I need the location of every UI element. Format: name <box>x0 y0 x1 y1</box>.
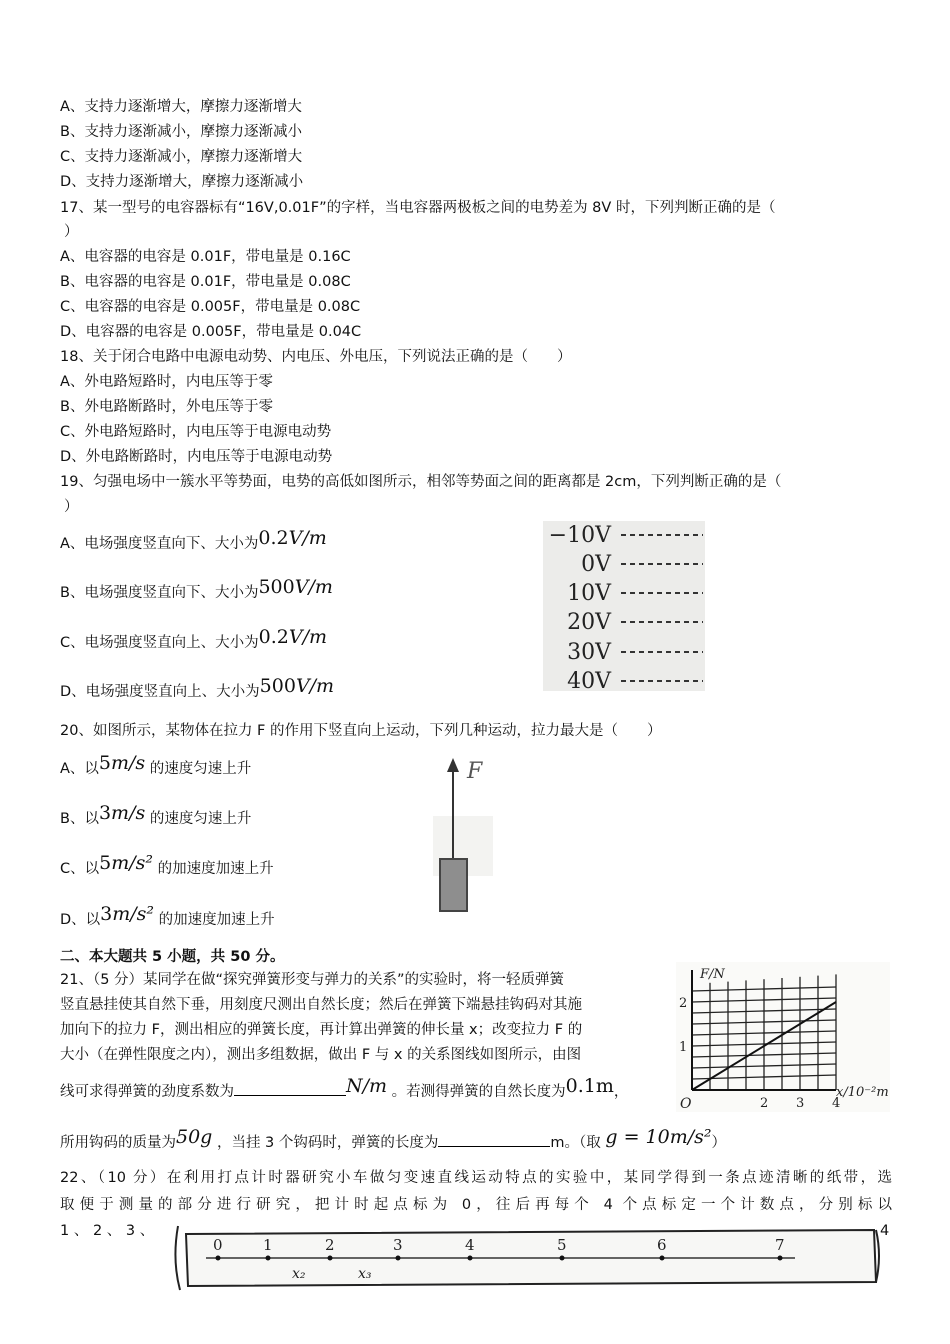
option-value: 5 <box>98 752 112 774</box>
q16-option-a: A、支持力逐渐增大，摩擦力逐渐增大 <box>60 99 302 115</box>
option-text: C、电场强度竖直向上、大小为 <box>60 635 259 651</box>
q22-line-3b: 4 <box>880 1223 890 1239</box>
tape-count-point <box>660 1256 665 1261</box>
option-value: 5 <box>99 852 112 874</box>
q21-text: 。若测得弹簧的自然长度为 <box>391 1084 566 1100</box>
x-tick-label: 2 <box>760 1096 769 1111</box>
tape-count-point <box>328 1256 333 1261</box>
segment-label-x2: x₂ <box>292 1266 306 1282</box>
q19-option-b <box>60 577 333 603</box>
q21-line-1: 21、（5 分）某同学在做“探究弹簧形变与弹力的关系”的实验时，将一轻质弹簧 <box>60 972 565 988</box>
length-answer-blank[interactable] <box>438 1132 550 1147</box>
option-unit: V/m <box>295 675 335 697</box>
option-suffix: 的加速度加速上升 <box>158 912 275 928</box>
q19-option-c <box>60 627 327 653</box>
origin-label: O <box>680 1096 692 1112</box>
x-axis-label: x/10⁻²m <box>836 1085 889 1100</box>
q21-line-6 <box>60 1127 726 1153</box>
q19-option-a <box>60 528 327 554</box>
q17-option-a: A、电容器的电容是 0.01F，带电量是 0.16C <box>60 249 351 265</box>
option-text: D、电场强度竖直向上、大小为 <box>60 684 260 700</box>
mass-value: 50g <box>176 1126 213 1148</box>
tape-count-point <box>778 1256 783 1261</box>
section-2-heading: 二、本大题共 5 小题，共 50 分。 <box>60 949 285 965</box>
tape-point-label: 4 <box>465 1236 475 1254</box>
tape-point-label: 5 <box>557 1236 567 1254</box>
option-value: 3 <box>100 903 113 925</box>
option-unit: m/s <box>111 802 146 824</box>
q20-stem: 20、如图所示，某物体在拉力 F 的作用下竖直向上运动，下列几种运动，拉力最大是（ ） <box>60 723 662 739</box>
tape-point-label: 2 <box>325 1236 335 1254</box>
segment-label-x3: x₃ <box>358 1266 372 1282</box>
q20-option-c <box>60 853 274 879</box>
q17-option-c: C、电容器的电容是 0.005F，带电量是 0.08C <box>60 299 361 315</box>
tape-count-point <box>468 1256 473 1261</box>
q16-option-c: C、支持力逐渐减小，摩擦力逐渐增大 <box>60 149 303 165</box>
option-prefix: A、以 <box>60 761 99 777</box>
option-unit: V/m <box>288 626 327 648</box>
x-tick-label: 3 <box>796 1096 805 1111</box>
option-unit: m/s² <box>111 852 154 874</box>
tape-point-label: 6 <box>657 1236 667 1254</box>
q17-option-b: B、电容器的电容是 0.01F，带电量是 0.08C <box>60 274 351 290</box>
tape-point-label: 1 <box>263 1236 273 1254</box>
tape-point-label: 7 <box>775 1236 785 1254</box>
potential-label-40: 40V <box>567 669 611 691</box>
tape-count-point <box>216 1256 221 1261</box>
force-figure <box>425 756 510 926</box>
tape-count-point <box>266 1256 271 1261</box>
option-prefix: D、以 <box>60 912 101 928</box>
option-prefix: C、以 <box>60 861 100 877</box>
q17-stem: 17、某一型号的电容器标有“16V,0.01F”的字样，当电容器两极板之间的电势差为 8V 时，下列判断正确的是（ <box>60 200 776 216</box>
y-axis-label: F/N <box>700 967 725 982</box>
q18-option-b: B、外电路断路时，外电压等于零 <box>60 399 273 415</box>
option-value: 0.2 <box>258 626 289 648</box>
q21-text: 所用钩码的质量为 <box>60 1135 176 1151</box>
q19-option-d <box>60 676 334 702</box>
tape-point-label: 3 <box>393 1236 403 1254</box>
option-value: 500 <box>259 675 296 697</box>
option-unit: m/s² <box>112 903 155 925</box>
q22-line-2: 取便于测量的部分进行研究，把计时起点标为 0，往后再每个 4 个点标定一个计数点，分别标以 <box>60 1197 892 1213</box>
option-prefix: B、以 <box>60 811 99 827</box>
q21-text: m。（取 <box>550 1135 601 1151</box>
equipotential-svg <box>543 521 705 691</box>
q21-text: ） <box>711 1135 727 1151</box>
y-tick-label: 1 <box>679 1040 688 1055</box>
potential-label-0: 0V <box>581 552 611 577</box>
tape-point-label: 0 <box>213 1236 223 1254</box>
q22-line-1: 22、（10 分）在利用打点计时器研究小车做匀变速直线运动特点的实验中，某同学得到一条点迹清晰的纸带，选 <box>60 1170 892 1186</box>
q20-option-b <box>60 803 251 829</box>
stiffness-answer-blank[interactable] <box>234 1081 346 1096</box>
potential-label-10: 10V <box>567 581 611 606</box>
option-value: 3 <box>98 802 112 824</box>
potential-label-20: 20V <box>567 610 611 635</box>
q20-option-a <box>60 753 251 779</box>
q16-option-d: D、支持力逐渐增大，摩擦力逐渐减小 <box>60 174 304 190</box>
option-value: 500 <box>258 576 295 598</box>
option-unit: V/m <box>288 527 327 549</box>
natural-length-value: 0.1m <box>565 1075 614 1097</box>
q19-stem-close: ） <box>64 499 79 515</box>
tape-count-point <box>560 1256 565 1261</box>
potential-label-30: 30V <box>567 640 611 665</box>
option-unit: V/m <box>294 576 333 598</box>
paper-tape-figure <box>170 1220 884 1294</box>
q21-line-4: 大小（在弹性限度之内），测出多组数据，做出 F 与 x 的关系图线如图所示，由图 <box>60 1047 582 1063</box>
tape-left-edge <box>175 1226 180 1290</box>
q21-text: ，当挂 3 个钩码时，弹簧的长度为 <box>216 1135 439 1151</box>
y-tick-label: 2 <box>679 996 688 1011</box>
option-suffix: 的加速度加速上升 <box>157 861 274 877</box>
q21-text: ， <box>613 1084 629 1100</box>
gravity-value: g = 10m/s² <box>605 1126 712 1148</box>
x-tick-label: 4 <box>832 1096 841 1111</box>
potential-label-neg10: −10V <box>548 523 611 548</box>
force-label: F <box>467 759 483 784</box>
q18-option-d: D、外电路断路时，内电压等于电源电动势 <box>60 449 333 465</box>
option-value: 0.2 <box>258 527 289 549</box>
q20-option-d <box>60 904 275 930</box>
arrow-head-icon <box>447 758 459 772</box>
f-x-graph <box>676 962 890 1112</box>
equipotential-figure <box>543 521 705 691</box>
paper-tape-svg <box>170 1220 884 1294</box>
q18-option-a: A、外电路短路时，内电压等于零 <box>60 374 273 390</box>
q21-line-2: 竖直悬挂使其自然下垂，用刻度尺测出自然长度；然后在弹簧下端悬挂钩码对其施 <box>60 997 582 1013</box>
tape-count-point <box>396 1256 401 1261</box>
q18-stem: 18、关于闭合电路中电源电动势、内电压、外电压，下列说法正确的是（ ） <box>60 349 572 365</box>
q19-stem: 19、匀强电场中一簇水平等势面，电势的高低如图所示，相邻等势面之间的距离都是 2cm，下列判断正确的是（ <box>60 474 782 490</box>
option-text: A、电场强度竖直向下、大小为 <box>60 536 259 552</box>
q21-text: 线可求得弹簧的劲度系数为 <box>60 1084 234 1100</box>
q22-line-3a: 1 、 2 、 3 、 <box>60 1223 155 1239</box>
q17-option-d: D、电容器的电容是 0.005F，带电量是 0.04C <box>60 324 362 340</box>
q18-option-c: C、外电路短路时，内电压等于电源电动势 <box>60 424 332 440</box>
q21-line-5 <box>60 1076 628 1102</box>
q17-stem-close: ） <box>64 224 79 240</box>
f-x-graph-svg <box>676 962 890 1112</box>
option-text: B、电场强度竖直向下、大小为 <box>60 585 259 601</box>
option-unit: m/s <box>111 752 146 774</box>
option-suffix: 的速度匀速上升 <box>149 761 252 777</box>
option-suffix: 的速度匀速上升 <box>149 811 252 827</box>
q16-option-b: B、支持力逐渐减小，摩擦力逐渐减小 <box>60 124 302 140</box>
stiffness-unit: N/m <box>346 1075 388 1097</box>
force-svg <box>425 756 510 926</box>
block <box>440 859 467 911</box>
q21-line-3: 加向下的拉力 F，测出相应的弹簧长度，再计算出弹簧的伸长量 x；改变拉力 F 的 <box>60 1022 583 1038</box>
